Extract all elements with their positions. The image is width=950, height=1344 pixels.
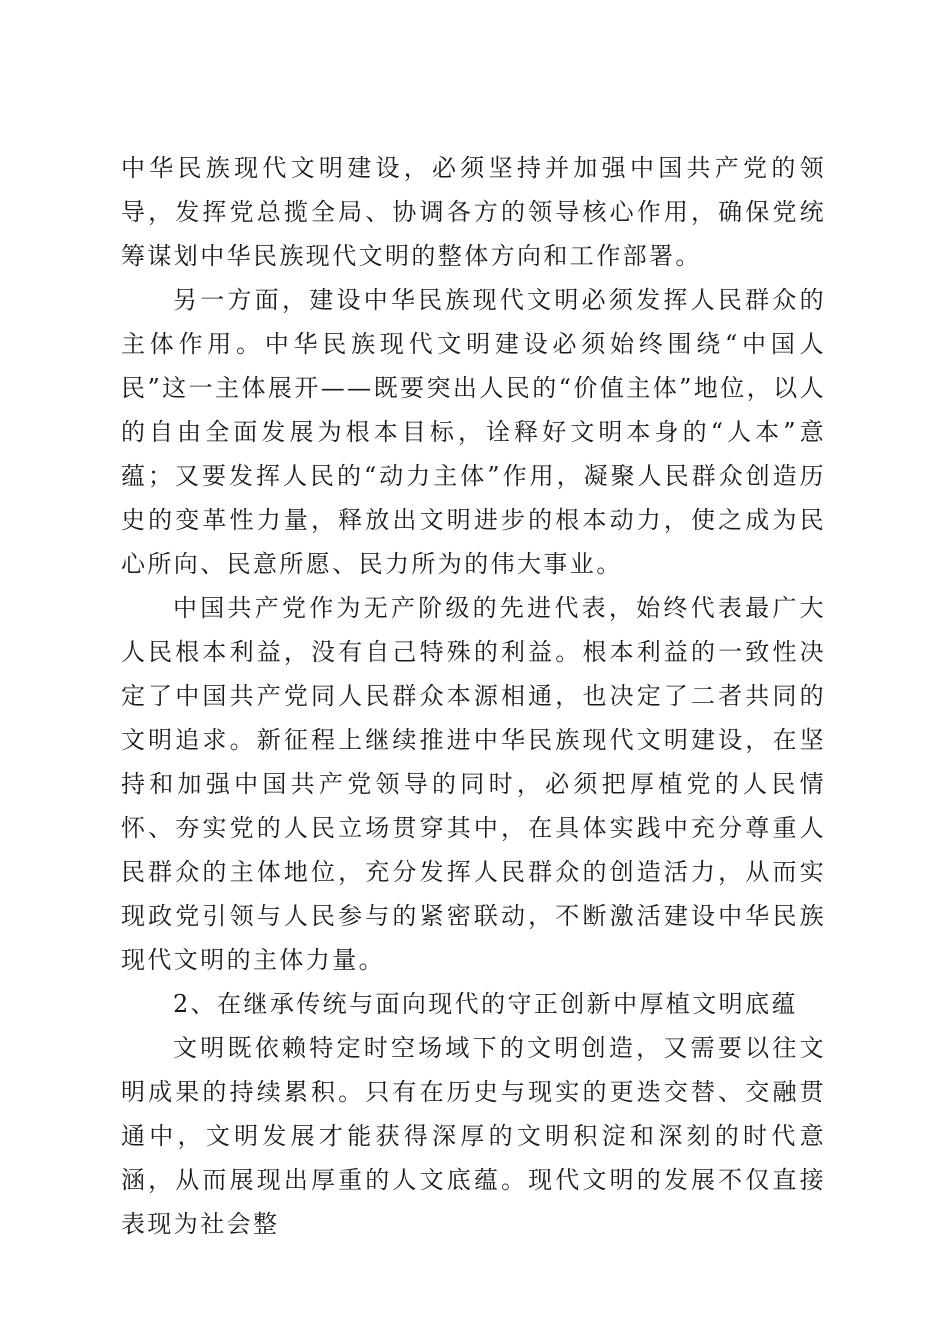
paragraph-civilization-heritage: 文明既依赖特定时空场域下的文明创造，又需要以往文明成果的持续累积。只有在历史与现实的更迭交替、交融贯通中，文明发展才能获得深厚的文明积淀和深刻的时代意涵，从而展现出厚重的人文底蕴。现代文明的发展不仅直接表现为社会整 — [121, 1034, 826, 1238]
paragraph-continuation: 中华民族现代文明建设，必须坚持并加强中国共产党的领导，发挥党总揽全局、协调各方的领导核心作用，确保党统筹谋划中华民族现代文明的整体方向和工作部署。 — [121, 154, 826, 270]
section-heading: 2、在继承传统与面向现代的守正创新中厚植文明底蕴 — [173, 990, 798, 1018]
document-body — [121, 146, 826, 1246]
paragraph-party-people: 中国共产党作为无产阶级的先进代表，始终代表最广大人民根本利益，没有自己特殊的利益。根本利益的一致性决定了中国共产党同人民群众本源相通，也决定了二者共同的文明追求。新征程上继续推进中华民族现代文明建设，在坚持和加强中国共产党领导的同时，必须把厚植党的人民情怀、夯实党的人民立场贯穿其中，在具体实践中充分尊重人民群众的主体地位，充分发挥人民群众的创造活力，从而实现政党引领与人民参与的紧密联动，不断激活建设中华民族现代文明的主体力量。 — [121, 594, 826, 974]
paragraph-people-subject: 另一方面，建设中华民族现代文明必须发挥人民群众的主体作用。中华民族现代文明建设必须始终围绕“中国人民”这一主体展开——既要突出人民的“价值主体”地位，以人的自由全面发展为根本目标，诠释好文明本身的“人本”意蕴；又要发挥人民的“动力主体”作用，凝聚人民群众创造历史的变革性力量，释放出文明进步的根本动力，使之成为民心所向、民意所愿、民力所为的伟大事业。 — [121, 286, 826, 578]
